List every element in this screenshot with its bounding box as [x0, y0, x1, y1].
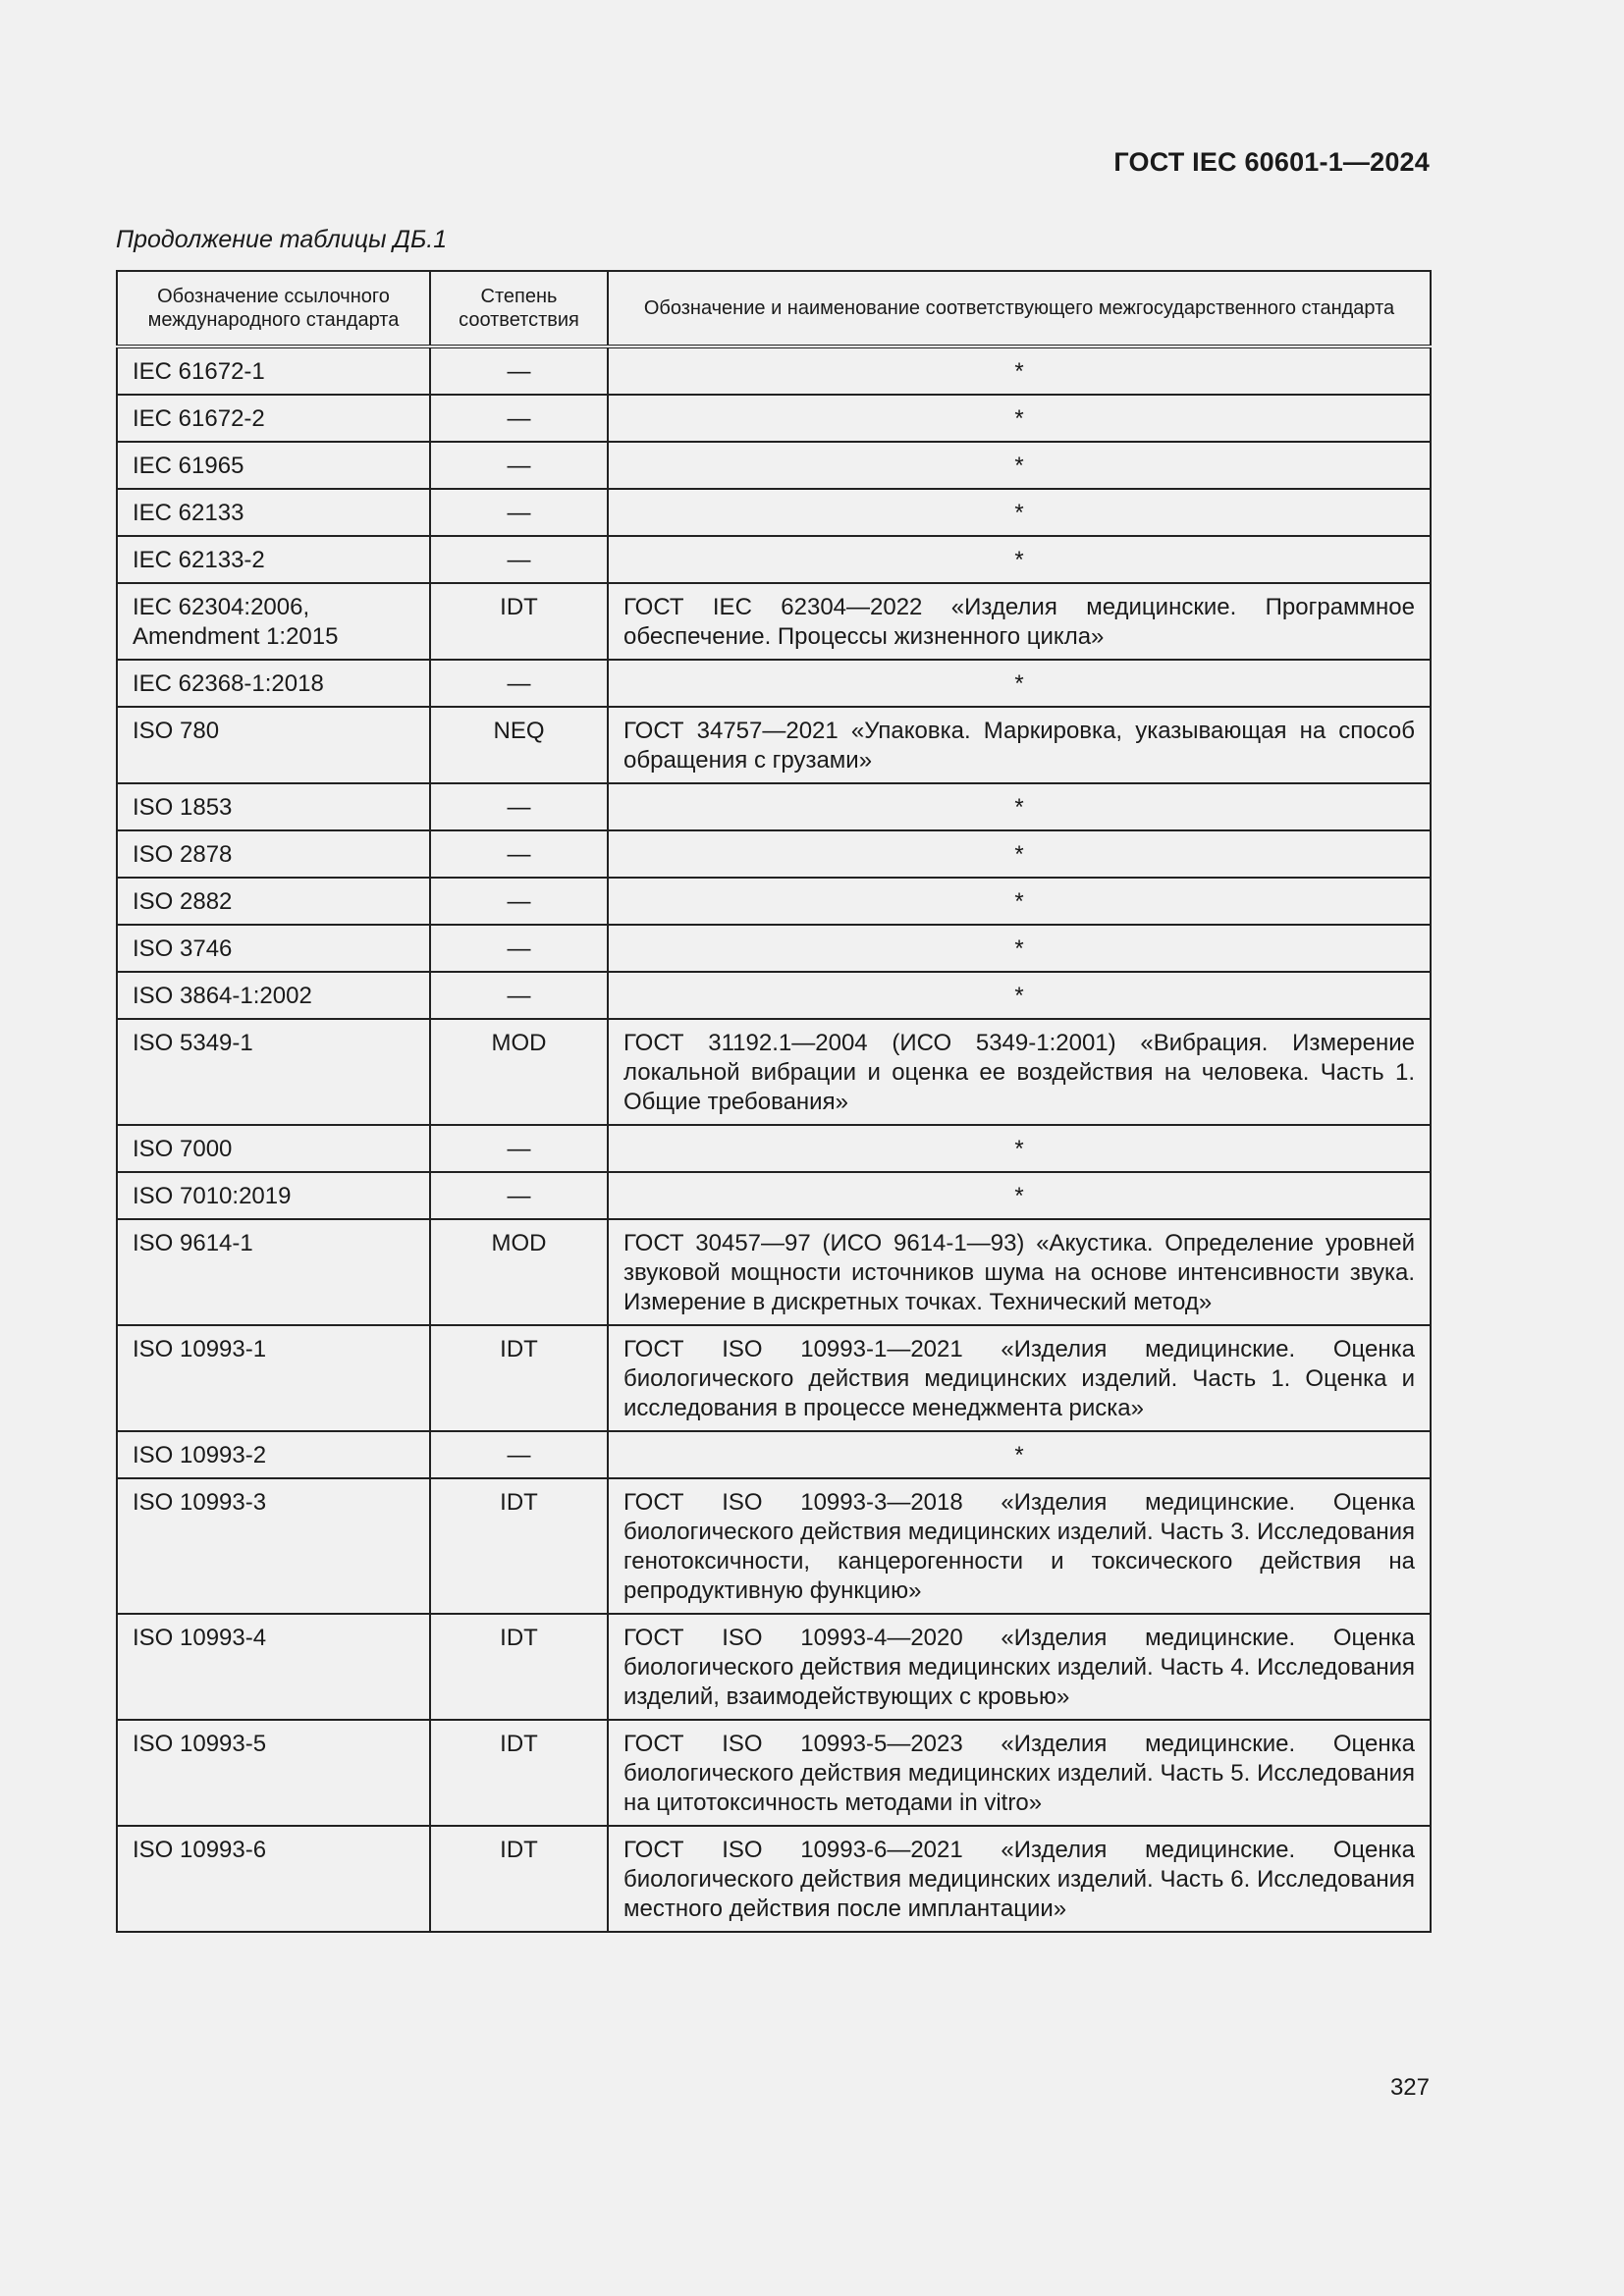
national-standard-cell: ГОСТ ISO 10993-1—2021 «Изделия медицинские. Оценка биологического действия медицинских изделий. Часть 1. Оценка и исследования в процессе менеджмента риска» — [608, 1325, 1431, 1431]
degree-of-conformity-cell: — — [430, 442, 608, 489]
national-standard-cell: * — [608, 395, 1431, 442]
degree-of-conformity-cell: NEQ — [430, 707, 608, 783]
column-header-degree: Степень соответствия — [430, 271, 608, 347]
table-row — [117, 489, 1431, 536]
national-standard-cell: ГОСТ ISO 10993-3—2018 «Изделия медицинские. Оценка биологического действия медицинских изделий. Часть 3. Исследования генотоксичности, канцерогенности и токсического действия на репродуктивную функцию» — [608, 1478, 1431, 1614]
degree-of-conformity-cell: — — [430, 536, 608, 583]
degree-of-conformity-cell: IDT — [430, 1720, 608, 1826]
degree-of-conformity-cell: — — [430, 489, 608, 536]
national-standard-cell: ГОСТ ISO 10993-4—2020 «Изделия медицинские. Оценка биологического действия медицинских изделий. Часть 4. Исследования изделий, взаимодействующих с кровью» — [608, 1614, 1431, 1720]
table-row — [117, 1720, 1431, 1826]
reference-standard-cell: IEC 61672-2 — [117, 395, 430, 442]
degree-of-conformity-cell: — — [430, 972, 608, 1019]
reference-standard-cell: ISO 10993-3 — [117, 1478, 430, 1614]
national-standard-cell: ГОСТ 30457—97 (ИСО 9614-1—93) «Акустика. Определение уровней звуковой мощности источников шума на основе интенсивности звука. Измерение в дискретных точках. Технический метод» — [608, 1219, 1431, 1325]
reference-standard-cell: ISO 9614-1 — [117, 1219, 430, 1325]
degree-of-conformity-cell: — — [430, 830, 608, 878]
reference-standard-cell: IEC 61965 — [117, 442, 430, 489]
reference-standard-cell: ISO 10993-1 — [117, 1325, 430, 1431]
reference-standard-cell: ISO 10993-5 — [117, 1720, 430, 1826]
reference-standard-cell: ISO 7010:2019 — [117, 1172, 430, 1219]
table-row — [117, 1478, 1431, 1614]
national-standard-cell: * — [608, 925, 1431, 972]
table-row — [117, 1219, 1431, 1325]
national-standard-cell: * — [608, 536, 1431, 583]
degree-of-conformity-cell: — — [430, 395, 608, 442]
table-row — [117, 1172, 1431, 1219]
table-row — [117, 1019, 1431, 1125]
degree-of-conformity-cell: — — [430, 1172, 608, 1219]
table-row — [117, 707, 1431, 783]
table-row — [117, 583, 1431, 660]
national-standard-cell: ГОСТ 31192.1—2004 (ИСО 5349-1:2001) «Вибрация. Измерение локальной вибрации и оценка ее воздействия на человека. Часть 1. Общие требования» — [608, 1019, 1431, 1125]
national-standard-cell: ГОСТ ISO 10993-6—2021 «Изделия медицинские. Оценка биологического действия медицинских изделий. Часть 6. Исследования местного действия после имплантации» — [608, 1826, 1431, 1932]
national-standard-cell: * — [608, 972, 1431, 1019]
national-standard-cell: * — [608, 442, 1431, 489]
national-standard-cell: * — [608, 783, 1431, 830]
reference-standard-cell: ISO 3746 — [117, 925, 430, 972]
degree-of-conformity-cell: IDT — [430, 1614, 608, 1720]
degree-of-conformity-cell: IDT — [430, 1826, 608, 1932]
table-row — [117, 1125, 1431, 1172]
national-standard-cell: * — [608, 878, 1431, 925]
reference-standard-cell: ISO 2878 — [117, 830, 430, 878]
degree-of-conformity-cell: — — [430, 1125, 608, 1172]
table-row — [117, 878, 1431, 925]
degree-of-conformity-cell: — — [430, 1431, 608, 1478]
page-number: 327 — [1389, 2074, 1430, 2101]
national-standard-cell: ГОСТ 34757—2021 «Упаковка. Маркировка, указывающая на способ обращения с грузами» — [608, 707, 1431, 783]
reference-standard-cell: IEC 62304:2006, Amendment 1:2015 — [117, 583, 430, 660]
table-row — [117, 830, 1431, 878]
degree-of-conformity-cell: — — [430, 783, 608, 830]
table-row — [117, 347, 1431, 395]
degree-of-conformity-cell: IDT — [430, 583, 608, 660]
national-standard-cell: * — [608, 1172, 1431, 1219]
table-header-row — [117, 271, 1431, 347]
column-header-reference: Обозначение ссылочного международного стандарта — [117, 271, 430, 347]
table-row — [117, 783, 1431, 830]
degree-of-conformity-cell: IDT — [430, 1478, 608, 1614]
reference-standard-cell: ISO 780 — [117, 707, 430, 783]
reference-standard-cell: ISO 10993-6 — [117, 1826, 430, 1932]
reference-standard-cell: ISO 3864-1:2002 — [117, 972, 430, 1019]
table-body — [117, 347, 1431, 1932]
national-standard-cell: * — [608, 830, 1431, 878]
table-caption: Продолжение таблицы ДБ.1 — [116, 226, 448, 253]
reference-standard-cell: ISO 2882 — [117, 878, 430, 925]
degree-of-conformity-cell: — — [430, 660, 608, 707]
degree-of-conformity-cell: — — [430, 347, 608, 395]
standards-table — [116, 270, 1432, 1933]
degree-of-conformity-cell: — — [430, 925, 608, 972]
reference-standard-cell: ISO 5349-1 — [117, 1019, 430, 1125]
reference-standard-cell: IEC 62133-2 — [117, 536, 430, 583]
national-standard-cell: * — [608, 1431, 1431, 1478]
national-standard-cell: ГОСТ ISO 10993-5—2023 «Изделия медицинские. Оценка биологического действия медицинских изделий. Часть 5. Исследования на цитотоксичность методами in vitro» — [608, 1720, 1431, 1826]
table-row — [117, 442, 1431, 489]
table-row — [117, 972, 1431, 1019]
reference-standard-cell: IEC 62368-1:2018 — [117, 660, 430, 707]
degree-of-conformity-cell: IDT — [430, 1325, 608, 1431]
reference-standard-cell: ISO 10993-2 — [117, 1431, 430, 1478]
national-standard-cell: * — [608, 489, 1431, 536]
column-header-national: Обозначение и наименование соответствующего межгосударственного стандарта — [608, 271, 1431, 347]
national-standard-cell: ГОСТ IEC 62304—2022 «Изделия медицинские. Программное обеспечение. Процессы жизненного цикла» — [608, 583, 1431, 660]
reference-standard-cell: ISO 10993-4 — [117, 1614, 430, 1720]
table-row — [117, 1826, 1431, 1932]
reference-standard-cell: IEC 62133 — [117, 489, 430, 536]
table-row — [117, 925, 1431, 972]
reference-standard-cell: ISO 7000 — [117, 1125, 430, 1172]
reference-standard-cell: ISO 1853 — [117, 783, 430, 830]
table-row — [117, 1614, 1431, 1720]
table-row — [117, 1431, 1431, 1478]
document-header: ГОСТ IEC 60601-1—2024 — [1113, 147, 1430, 177]
national-standard-cell: * — [608, 347, 1431, 395]
national-standard-cell: * — [608, 660, 1431, 707]
reference-standard-cell: IEC 61672-1 — [117, 347, 430, 395]
table-row — [117, 660, 1431, 707]
degree-of-conformity-cell: MOD — [430, 1019, 608, 1125]
national-standard-cell: * — [608, 1125, 1431, 1172]
table-row — [117, 1325, 1431, 1431]
degree-of-conformity-cell: — — [430, 878, 608, 925]
degree-of-conformity-cell: MOD — [430, 1219, 608, 1325]
table-row — [117, 395, 1431, 442]
table-row — [117, 536, 1431, 583]
